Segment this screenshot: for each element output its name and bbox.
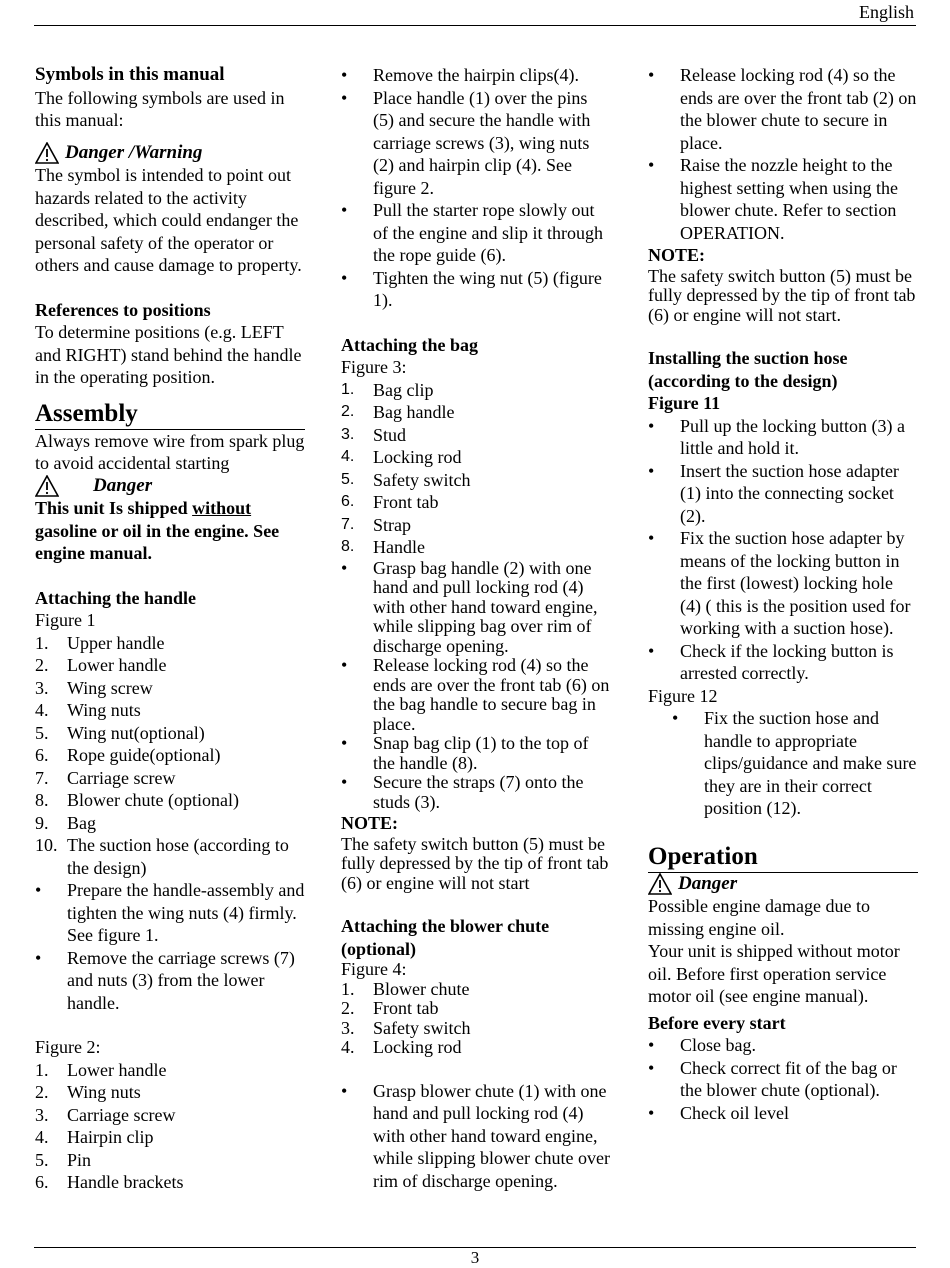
- references-text: To determine positions (e.g. LEFT and RIGHT) stand behind the handle in the operating position.: [35, 322, 302, 387]
- item-number: 1.: [35, 632, 49, 653]
- item-number: 4.: [341, 448, 355, 465]
- item-text: Bag: [67, 812, 96, 833]
- figure-3-label: Figure 3:: [341, 357, 407, 377]
- assembly-text: Always remove wire from spark plug to avoid accidental starting: [35, 430, 305, 473]
- item-text: Fix the suction hose and handle to appropriate clips/guidance and make sure they are in their correct position (12).: [704, 708, 917, 818]
- item-text: Release locking rod (4) so the ends are over the front tab (6) on the bag handle to secure bag in place.: [373, 655, 610, 734]
- numbered-item: [35, 722, 305, 745]
- item-number: 2.: [341, 998, 355, 1018]
- note-label: NOTE:: [648, 245, 706, 265]
- figure-1-list: [35, 632, 305, 880]
- attaching-bag-heading: Attaching the bag: [341, 334, 479, 355]
- numbered-item: [35, 1171, 305, 1194]
- item-number: 3.: [35, 677, 49, 698]
- item-text: Wing screw: [67, 677, 153, 698]
- item-text: Wing nuts: [67, 700, 141, 720]
- item-text: Handle: [373, 537, 425, 557]
- item-number: 6.: [35, 745, 49, 765]
- bullet-item: [648, 460, 918, 528]
- bullet-icon: •: [341, 200, 348, 220]
- bullet-item: [341, 87, 611, 200]
- item-number: 10.: [35, 835, 58, 855]
- item-number: 5.: [35, 722, 49, 743]
- page-number: 3: [470, 1248, 480, 1267]
- item-number: 8.: [341, 538, 355, 555]
- bullet-item: [35, 947, 305, 1015]
- item-text: Wing nut(optional): [67, 722, 205, 743]
- language-label: English: [858, 2, 914, 22]
- item-text: Bag clip: [373, 379, 434, 400]
- bullet-item: [648, 527, 918, 640]
- figure-4-list: [341, 980, 611, 1058]
- warning-triangle-icon: [35, 475, 59, 497]
- item-text: Stud: [373, 424, 407, 445]
- item-text: Rope guide(optional): [67, 745, 221, 765]
- item-text: Release locking rod (4) so the ends are over the front tab (2) on the blower chute to secure in place.: [680, 65, 917, 153]
- item-text: Grasp bag handle (2) with one hand and pull locking rod (4) with other hand toward engine, while slipping bag over rim of discharge opening.: [373, 557, 598, 656]
- note-text: The safety switch button (5) must be fully depressed by the tip of front tab (6) or engine will not start: [341, 833, 609, 893]
- bullet-icon: •: [341, 772, 348, 792]
- danger-label: [35, 475, 305, 498]
- warning-triangle-icon: [648, 873, 672, 895]
- bullet-icon: •: [672, 708, 679, 728]
- item-text: The suction hose (according to the design): [67, 835, 289, 878]
- item-text: Handle brackets: [67, 1172, 184, 1192]
- item-text: Blower chute (optional): [67, 790, 239, 810]
- bullet-icon: •: [341, 65, 348, 85]
- bullet-item: [648, 1057, 918, 1102]
- column-3: [648, 64, 918, 1124]
- item-text: Strap: [373, 514, 411, 535]
- numbered-item: [35, 789, 305, 812]
- shipped-text: Your unit is shipped without motor oil. Before first operation service motor oil (see engine manual).: [648, 941, 900, 1006]
- item-text: Close bag.: [680, 1035, 756, 1055]
- numbered-item: [35, 1081, 305, 1104]
- item-number: 3.: [341, 1017, 355, 1038]
- item-number: 2.: [35, 1082, 49, 1102]
- item-text: Insert the suction hose adapter (1) into the connecting socket (2).: [680, 460, 899, 526]
- bullet-item: [648, 154, 918, 244]
- figure-11-label: Figure 11: [648, 393, 721, 413]
- item-text: Remove the hairpin clips(4).: [373, 65, 579, 85]
- item-number: 7.: [35, 767, 49, 788]
- item-text: Check oil level: [680, 1102, 789, 1123]
- figure-2-label: Figure 2:: [35, 1037, 101, 1057]
- item-text: Blower chute: [373, 978, 470, 999]
- numbered-item: [341, 536, 611, 559]
- item-text: Pull up the locking button (3) a little and hold it.: [680, 415, 905, 458]
- before-start-heading: Before every start: [648, 1012, 786, 1033]
- item-text: Carriage screw: [67, 1104, 176, 1125]
- symbols-intro: The following symbols are used in this manual:: [35, 87, 285, 130]
- bullet-icon: •: [35, 947, 42, 968]
- item-number: 7.: [341, 515, 355, 533]
- assembly-heading: Assembly: [35, 399, 305, 430]
- numbered-item: [341, 424, 611, 447]
- bullet-icon: •: [648, 1102, 655, 1123]
- item-number: 9.: [35, 812, 49, 833]
- bullet-icon: •: [648, 640, 655, 661]
- bag-bullets: [341, 559, 611, 813]
- handle-bullets: [35, 879, 305, 1014]
- numbered-item: [35, 1059, 305, 1082]
- numbered-item: [35, 699, 305, 722]
- numbered-item: [341, 1019, 611, 1039]
- figure-12-label: Figure 12: [648, 685, 718, 706]
- handle-bullets-continued: [341, 64, 611, 312]
- item-text: Snap bag clip (1) to the top of the handle (8).: [373, 733, 589, 773]
- item-number: 5.: [341, 470, 355, 488]
- bullet-item: [341, 1080, 611, 1193]
- chute-bullets-continued: [648, 64, 918, 244]
- bullet-icon: •: [341, 557, 348, 578]
- bullet-icon: •: [341, 655, 348, 675]
- column-2: [341, 64, 611, 1192]
- numbered-item: [341, 980, 611, 1000]
- numbered-item: [35, 1149, 305, 1172]
- item-text: Front tab: [373, 492, 439, 512]
- numbered-item: [341, 1038, 611, 1058]
- item-text: Carriage screw: [67, 767, 176, 788]
- item-text: Lower handle: [67, 1059, 167, 1080]
- bullet-item: [648, 1102, 918, 1125]
- bullet-icon: •: [341, 1080, 348, 1101]
- bullet-icon: •: [341, 733, 348, 753]
- numbered-item: [341, 999, 611, 1019]
- item-text: Grasp blower chute (1) with one hand and pull locking rod (4) with other hand toward engine, while slipping blower chute over rim of discharge opening.: [373, 1080, 610, 1191]
- item-number: 3.: [341, 425, 355, 443]
- figure-3-list: [341, 379, 611, 559]
- suction-hose-heading: Installing the suction hose (according to the design): [648, 348, 848, 391]
- item-text: Check correct fit of the bag or the blower chute (optional).: [680, 1057, 897, 1100]
- bullet-item: [341, 773, 611, 812]
- item-text: Pin: [67, 1149, 92, 1170]
- item-text: Remove the carriage screws (7) and nuts (3) from the lower handle.: [67, 947, 295, 1013]
- item-text: Fix the suction hose adapter by means of the locking button in the first (lowest) locking hole (4) ( this is the position used for working with a suction hose).: [680, 528, 911, 638]
- item-number: 6.: [341, 493, 355, 510]
- numbered-item: [341, 514, 611, 537]
- before-start-bullets: [648, 1034, 918, 1124]
- figure-4-label: Figure 4:: [341, 959, 407, 979]
- numbered-item: [341, 446, 611, 469]
- chute-bullets: [341, 1080, 611, 1193]
- bullet-item: [648, 415, 918, 460]
- item-number: 4.: [35, 700, 49, 720]
- warning-triangle-icon: [35, 142, 59, 164]
- bullet-item: [648, 640, 918, 685]
- bullet-item: [672, 707, 918, 820]
- danger-warning-text: Danger /Warning: [65, 141, 203, 163]
- bullet-item: [341, 656, 611, 734]
- numbered-item: [35, 677, 305, 700]
- item-text: Safety switch: [373, 1017, 471, 1038]
- bullet-item: [341, 559, 611, 657]
- bullet-icon: •: [648, 155, 655, 175]
- note-label: NOTE:: [341, 813, 399, 833]
- bullet-icon: •: [341, 87, 348, 108]
- note-text: The safety switch button (5) must be fully depressed by the tip of front tab (6) or engine will not start.: [648, 265, 916, 325]
- item-text: Hairpin clip: [67, 1127, 154, 1147]
- bullet-item: [648, 64, 918, 154]
- item-number: 3.: [35, 1104, 49, 1125]
- attaching-chute-heading: Attaching the blower chute (optional): [341, 916, 550, 959]
- item-number: 1.: [341, 380, 355, 398]
- item-text: Lower handle: [67, 655, 167, 675]
- item-text: Raise the nozzle height to the highest setting when using the blower chute. Refer to section OPERATION.: [680, 155, 898, 243]
- danger-label: [648, 873, 918, 896]
- item-number: 4.: [341, 1037, 355, 1057]
- figure-1-label: Figure 1: [35, 610, 96, 630]
- numbered-item: [341, 401, 611, 424]
- column-1: [35, 64, 305, 1194]
- danger-warning-label: [35, 142, 305, 165]
- item-text: Wing nuts: [67, 1082, 141, 1102]
- bullet-icon: •: [648, 1057, 655, 1078]
- bullet-item: [341, 734, 611, 773]
- item-number: 4.: [35, 1127, 49, 1147]
- item-text: Locking rod: [373, 447, 462, 467]
- bullet-icon: •: [648, 65, 655, 85]
- item-number: 1.: [341, 978, 355, 999]
- attaching-handle-heading: Attaching the handle: [35, 587, 197, 608]
- numbered-item: [35, 744, 305, 767]
- danger-text: Danger: [93, 474, 153, 496]
- numbered-item: [35, 632, 305, 655]
- bullet-item: [341, 199, 611, 267]
- shipped-warning: This unit Is shipped without gasoline or oil in the engine. See engine manual.: [35, 498, 280, 563]
- item-text: Check if the locking button is arrested correctly.: [680, 640, 894, 683]
- bullet-item: [341, 64, 611, 87]
- item-number: 2.: [341, 403, 355, 420]
- numbered-item: [35, 654, 305, 677]
- operation-heading: Operation: [648, 842, 918, 873]
- references-heading: References to positions: [35, 299, 211, 320]
- bullet-icon: •: [648, 415, 655, 436]
- numbered-item: [341, 379, 611, 402]
- bullet-icon: •: [35, 880, 42, 900]
- item-text: Pull the starter rope slowly out of the engine and slip it through the rope guide (6).: [373, 200, 603, 265]
- item-number: 5.: [35, 1149, 49, 1170]
- item-number: 6.: [35, 1172, 49, 1192]
- item-text: Tighten the wing nut (5) (figure 1).: [373, 267, 602, 310]
- numbered-item: [35, 812, 305, 835]
- bullet-item: [341, 267, 611, 312]
- numbered-item: [35, 834, 305, 879]
- bullet-item: [648, 1034, 918, 1057]
- item-text: Front tab: [373, 998, 439, 1018]
- numbered-item: [341, 491, 611, 514]
- item-text: Safety switch: [373, 469, 471, 490]
- figure-12-bullets: [648, 707, 918, 820]
- bullet-icon: •: [648, 528, 655, 548]
- item-text: Locking rod: [373, 1037, 462, 1057]
- figure-2-list: [35, 1059, 305, 1194]
- top-rule: [34, 25, 916, 26]
- hose-bullets: [648, 415, 918, 685]
- item-text: Secure the straps (7) onto the studs (3).: [373, 772, 584, 812]
- item-number: 1.: [35, 1059, 49, 1080]
- bullet-icon: •: [341, 267, 348, 288]
- numbered-item: [35, 767, 305, 790]
- numbered-item: [341, 469, 611, 492]
- item-text: Upper handle: [67, 632, 165, 653]
- engine-damage-text: Possible engine damage due to missing engine oil.: [648, 896, 870, 939]
- symbols-heading: Symbols in this manual: [35, 64, 225, 85]
- numbered-item: [35, 1104, 305, 1127]
- item-number: 8.: [35, 790, 49, 810]
- numbered-item: [35, 1126, 305, 1149]
- danger-text: Danger: [678, 872, 738, 894]
- symbol-description: The symbol is intended to point out hazards related to the activity described, which could endanger the personal safety of the operator or others and cause damage to property.: [35, 165, 302, 275]
- item-text: Bag handle: [373, 402, 455, 422]
- bullet-item: [35, 879, 305, 947]
- bullet-icon: •: [648, 1035, 655, 1055]
- item-text: Place handle (1) over the pins (5) and secure the handle with carriage screws (3), wing nuts (2) and hairpin clip (4). See figure 2.: [373, 87, 591, 198]
- item-text: Prepare the handle-assembly and tighten the wing nuts (4) firmly. See figure 1.: [67, 880, 305, 945]
- bullet-icon: •: [648, 460, 655, 481]
- item-number: 2.: [35, 655, 49, 675]
